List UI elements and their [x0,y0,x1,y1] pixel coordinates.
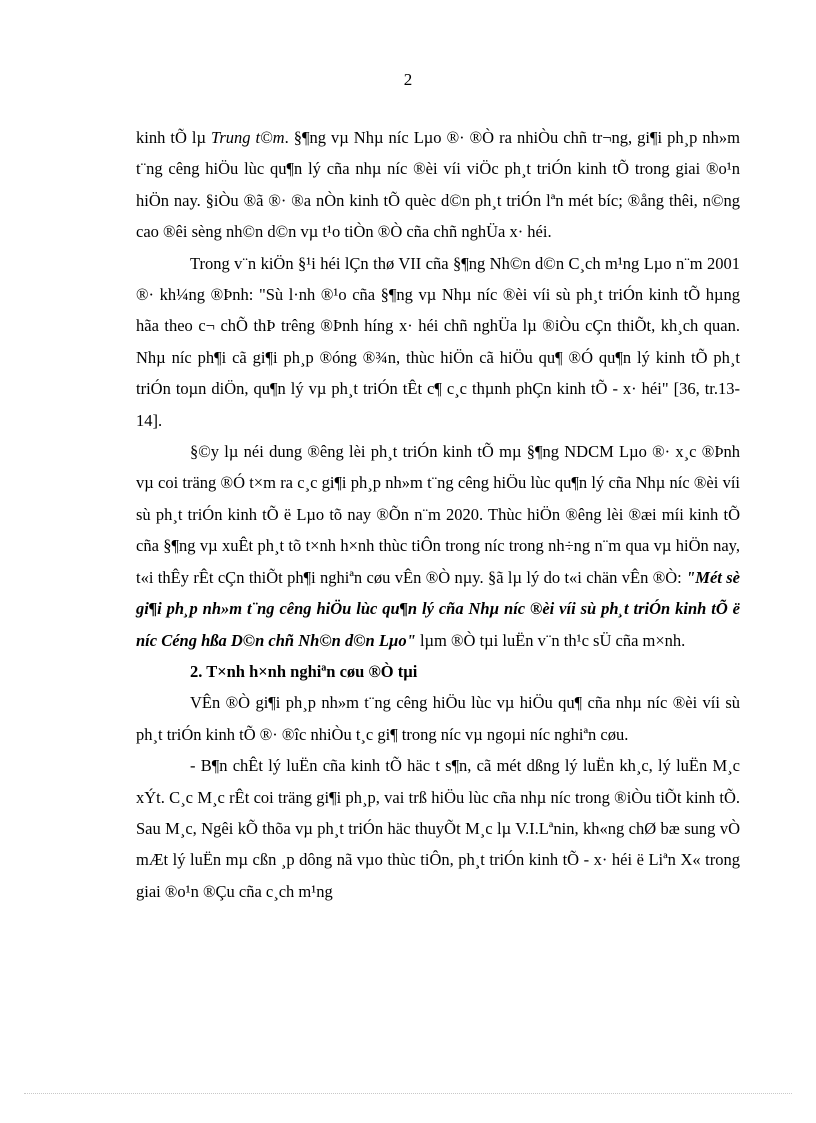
page-bottom-divider [24,1093,792,1094]
thesis-title: "Mét sè gi¶i ph¸p nh»m t¨ng cêng hiÖu lùc qu¶n lý cña Nhµ níc ®èi víi sù ph¸t triÓn kinh tÕ ë níc Céng hßa D©n chñ Nh©n d©n Lµo" [136,567,740,650]
paragraph-3-text-after: lµm ®Ò tµi luËn v¨n th¹c sÜ cña m×nh. [415,630,686,650]
paragraph-2: Trong v¨n kiÖn §¹i héi lÇn thø VII cña §¶ng Nh©n d©n C¸ch m¹ng Lµo n¨m 2001 ®· kh¼ng ®Þnh: "Sù l·nh ®¹o cña §¶ng vµ Nhµ níc ®èi víi sù ph¸t triÓn kinh tÕ hµng hãa theo c¬ chÕ thÞ trêng ®Þnh híng x· héi chñ nghÜa lµ ®iÒu cÇn thiÕt, kh¸ch quan. Nhµ níc ph¶i cã gi¶i ph¸p ®óng ®¾n, thùc hiÖn cã hiÖu qu¶ ®Ó qu¶n lý kinh tÕ ph¸t triÓn toµn diÖn, qu¶n lý vµ ph¸t triÓn tÊt c¶ c¸c thµnh phÇn kinh tÕ - x· héi" [36, tr.13-14]. [136,253,740,430]
document-body [136,122,740,907]
paragraph-4: VÊn ®Ò gi¶i ph¸p nh»m t¨ng cêng hiÖu lùc vµ hiÖu qu¶ cña nhµ níc ®èi víi sù ph¸t triÓn kinh tÕ ®· ®îc nhiÒu t¸c gi¶ trong níc vµ ngoµi níc nghiªn cøu. [136,693,740,744]
paragraph-1-text-after: . §¶ng vµ Nhµ níc Lµo ®· ®Ò ra nhiÒu chñ tr¬ng, gi¶i ph¸p nh»m t¨ng cêng hiÖu lùc qu¶n lý cña nhµ níc ®èi víi viÖc ph¸t triÓn kinh tÕ trong giai ®o¹n hiÖn nay. §iÒu ®ã ®· ®a nÒn kinh tÕ quèc d©n ph¸t triÓn lªn mét bíc; ®ång thêi, n©ng cao ®êi sèng nh©n d©n vµ t¹o tiÒn ®Ò cña chñ nghÜa x· héi. [136,128,740,242]
paragraph-1 [136,122,740,248]
paragraph-1-italic-term: Trung t©m [211,128,285,147]
paragraph-1-text-before: kinh tÕ lµ [136,128,212,147]
paragraph-3-text-before: §©y lµ néi dung ®êng lèi ph¸t triÓn kinh tÕ mµ §¶ng NDCM Lµo ®· x¸c ®Þnh vµ coi träng ®Ó t×m ra c¸c gi¶i ph¸p nh»m t¨ng cêng hiÖu lùc qu¶n lý cña Nhµ níc ®èi víi sù ph¸t triÓn kinh tÕ ë Lµo tõ nay ®Õn n¨m 2020. Thùc hiÖn ®êng lèi ®æi míi kinh tÕ cña §¶ng vµ xuÊt ph¸t tõ t×nh h×nh thùc tiÔn trong níc trong nh÷ng n¨m qua vµ hiÖn nay, t«i thÊy rÊt cÇn thiÕt ph¶i nghiªn cøu vÊn ®Ò nµy. §ã lµ lý do t«i chän vÊn ®Ò: [136,442,740,587]
paragraph-3 [136,436,740,656]
page-number: 2 [403,70,413,89]
paragraph-5: - B¶n chÊt lý luËn cña kinh tÕ häc t s¶n, cã mét dßng lý luËn kh¸c, lý luËn M¸c xÝt. C¸c M¸c rÊt coi träng gi¶i ph¸p, vai trß hiÖu lùc cña nhµ níc trong ®iÒu tiÕt kinh tÕ. Sau M¸c, Ngêi kÕ thõa vµ ph¸t triÓn häc thuyÕt M¸c lµ V.I.Lªnin, kh«ng chØ bæ sung vÒ mÆt lý luËn mµ cßn ¸p dông nã vµo thùc tiÔn, ph¸t triÓn kinh tÕ - x· héi ë Liªn X« trong giai ®o¹n ®Çu cña c¸ch m¹ng [136,756,740,901]
section-heading: 2. T×nh h×nh nghiªn cøu ®Ò tµi [190,661,418,681]
